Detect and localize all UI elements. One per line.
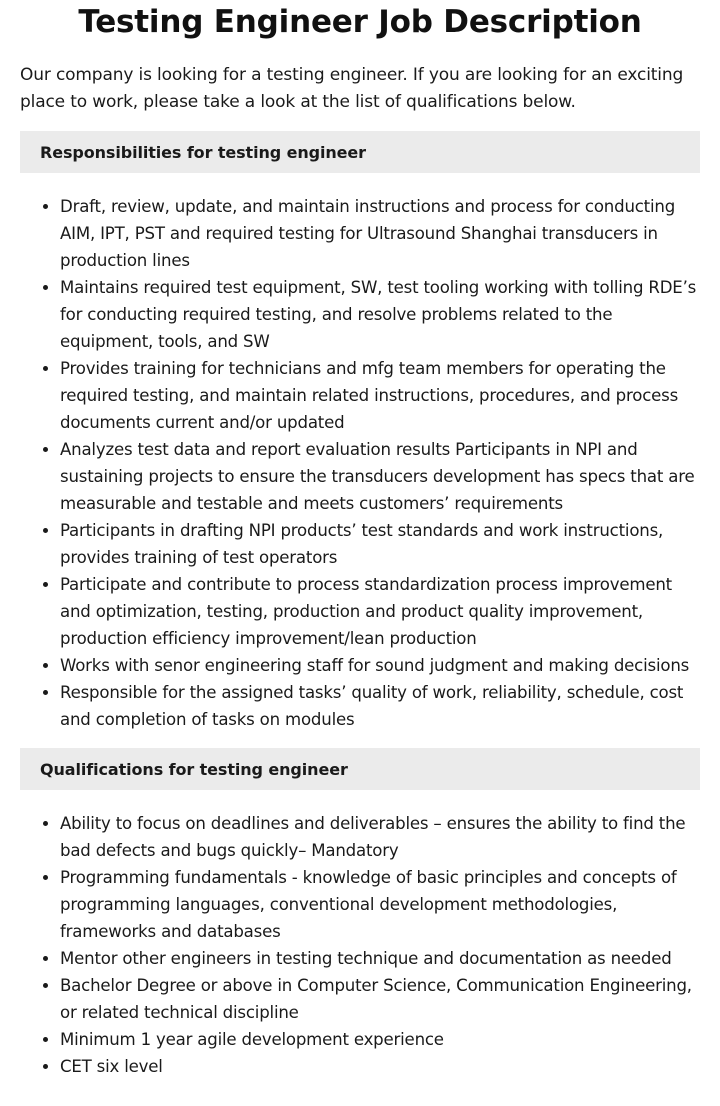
- list-item: Works with senor engineering staff for sound judgment and making decisions: [60, 652, 700, 679]
- list-item: CET six level: [60, 1053, 700, 1080]
- list-item: Ability to focus on deadlines and deliverables – ensures the ability to find the bad defects and bugs quickly– Mandatory: [60, 810, 700, 864]
- section-header-qualifications: Qualifications for testing engineer: [20, 748, 700, 790]
- section-header-responsibilities: Responsibilities for testing engineer: [20, 131, 700, 173]
- list-item: Mentor other engineers in testing technique and documentation as needed: [60, 945, 700, 972]
- list-item: Bachelor Degree or above in Computer Science, Communication Engineering, or related technical discipline: [60, 972, 700, 1026]
- responsibilities-list: [20, 193, 700, 733]
- list-item: Maintains required test equipment, SW, test tooling working with tolling RDE’s for conducting required testing, and resolve problems related to the equipment, tools, and SW: [60, 274, 700, 355]
- qualifications-list: [20, 810, 700, 1080]
- list-item: Provides training for technicians and mfg team members for operating the required testing, and maintain related instructions, procedures, and process documents current and/or updated: [60, 355, 700, 436]
- list-item: Participants in drafting NPI products’ test standards and work instructions, provides training of test operators: [60, 517, 700, 571]
- list-item: Participate and contribute to process standardization process improvement and optimization, testing, production and product quality improvement, production efficiency improvement/lean production: [60, 571, 700, 652]
- intro-paragraph: Our company is looking for a testing engineer. If you are looking for an exciting place to work, please take a look at the list of qualifications below.: [20, 65, 684, 112]
- page-title: Testing Engineer Job Description: [78, 4, 642, 40]
- responsibilities-section: [20, 131, 700, 733]
- list-item: Draft, review, update, and maintain instructions and process for conducting AIM, IPT, PST and required testing for Ultrasound Shanghai transducers in production lines: [60, 193, 700, 274]
- list-item: Programming fundamentals - knowledge of basic principles and concepts of programming languages, conventional development methodologies, frameworks and databases: [60, 864, 700, 945]
- list-item: Minimum 1 year agile development experience: [60, 1026, 700, 1053]
- list-item: Responsible for the assigned tasks’ quality of work, reliability, schedule, cost and completion of tasks on modules: [60, 679, 700, 733]
- qualifications-section: [20, 748, 700, 1080]
- list-item: Analyzes test data and report evaluation results Participants in NPI and sustaining projects to ensure the transducers development has specs that are measurable and testable and meets customers’ requirements: [60, 436, 700, 517]
